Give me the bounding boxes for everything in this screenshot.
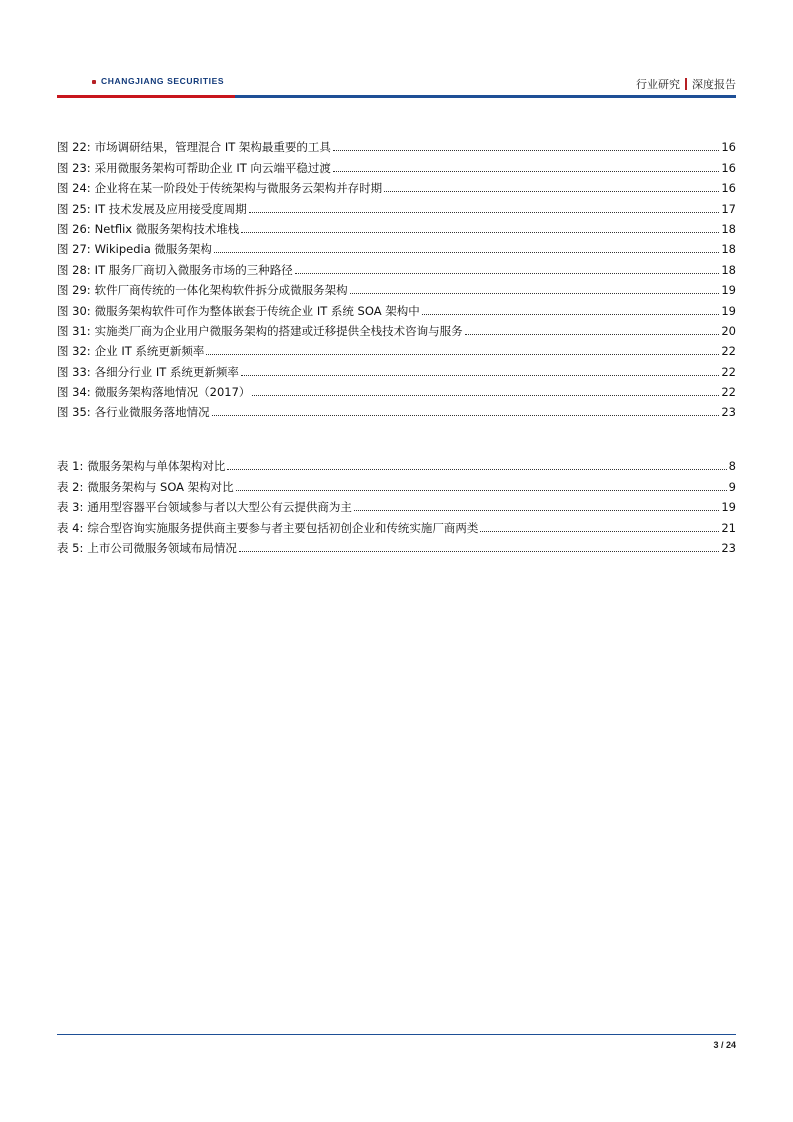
dot-leader bbox=[354, 510, 720, 511]
figure-entry[interactable] bbox=[57, 277, 736, 297]
table-number: 表 5: bbox=[57, 540, 84, 555]
figure-title: 微服务架构软件可作为整体嵌套于传统企业 IT 系统 SOA 架构中 bbox=[94, 303, 420, 318]
figure-page: 17 bbox=[721, 201, 736, 216]
header-rule-red bbox=[57, 95, 235, 98]
figure-page: 18 bbox=[721, 242, 736, 257]
figure-number: 图 25: bbox=[57, 201, 91, 216]
figure-title: 采用微服务架构可帮助企业 IT 向云端平稳过渡 bbox=[94, 160, 331, 175]
figure-number: 图 29: bbox=[57, 283, 91, 298]
figure-entry[interactable] bbox=[57, 297, 736, 317]
figure-entry[interactable] bbox=[57, 154, 736, 174]
dot-leader bbox=[333, 171, 719, 172]
table-entry[interactable] bbox=[57, 535, 736, 555]
report-type: 深度报告 bbox=[692, 78, 736, 91]
brand-name: CHANGJIANG SECURITIES bbox=[101, 76, 225, 86]
figure-number: 图 24: bbox=[57, 181, 91, 196]
dot-leader bbox=[465, 334, 720, 335]
figure-entry[interactable] bbox=[57, 358, 736, 378]
figure-title: 各细分行业 IT 系统更新频率 bbox=[94, 364, 239, 379]
figure-page: 22 bbox=[721, 364, 736, 379]
report-category: 行业研究 bbox=[636, 78, 680, 91]
dot-leader bbox=[249, 212, 720, 213]
figure-entry[interactable] bbox=[57, 399, 736, 419]
dot-leader bbox=[239, 551, 720, 552]
table-entry[interactable] bbox=[57, 494, 736, 514]
figure-number: 图 30: bbox=[57, 303, 91, 318]
table-title: 微服务架构与 SOA 架构对比 bbox=[87, 479, 234, 494]
figure-entry[interactable] bbox=[57, 195, 736, 215]
figure-list bbox=[57, 134, 736, 419]
figure-number: 图 34: bbox=[57, 385, 91, 400]
figure-number: 图 33: bbox=[57, 364, 91, 379]
dot-leader bbox=[252, 395, 719, 396]
table-number: 表 2: bbox=[57, 479, 84, 494]
figure-page: 20 bbox=[721, 323, 736, 338]
dot-leader bbox=[227, 469, 726, 470]
table-page: 8 bbox=[728, 459, 736, 474]
dot-leader bbox=[212, 415, 720, 416]
figure-page: 19 bbox=[721, 283, 736, 298]
header-rule-blue bbox=[235, 95, 736, 98]
dot-leader bbox=[236, 490, 727, 491]
dot-leader bbox=[384, 191, 719, 192]
figure-number: 图 23: bbox=[57, 160, 91, 175]
figure-page: 18 bbox=[721, 262, 736, 277]
figure-number: 图 32: bbox=[57, 344, 91, 359]
figure-entry[interactable] bbox=[57, 379, 736, 399]
figure-number: 图 31: bbox=[57, 323, 91, 338]
page-number: 3 / 24 bbox=[713, 1040, 736, 1050]
table-entry[interactable] bbox=[57, 473, 736, 493]
figure-title: 市场调研结果，管理混合 IT 架构最重要的工具 bbox=[94, 140, 331, 155]
page-header bbox=[0, 0, 793, 100]
figure-title: Netflix 微服务架构技术堆栈 bbox=[94, 221, 240, 236]
table-number: 表 4: bbox=[57, 520, 84, 535]
table-title: 通用型容器平台领域参与者以大型公有云提供商为主 bbox=[87, 500, 352, 515]
dot-leader bbox=[422, 314, 720, 315]
table-entry[interactable] bbox=[57, 514, 736, 534]
figure-page: 16 bbox=[721, 160, 736, 175]
figure-entry[interactable] bbox=[57, 134, 736, 154]
figure-title: IT 技术发展及应用接受度周期 bbox=[94, 201, 247, 216]
dot-leader bbox=[295, 273, 720, 274]
figure-page: 18 bbox=[721, 221, 736, 236]
header-report-label bbox=[636, 76, 736, 92]
table-page: 21 bbox=[721, 520, 736, 535]
table-title: 微服务架构与单体架构对比 bbox=[87, 459, 226, 474]
header-separator bbox=[685, 78, 687, 90]
table-list bbox=[57, 453, 736, 555]
figure-entry[interactable] bbox=[57, 338, 736, 358]
figure-entry[interactable] bbox=[57, 236, 736, 256]
table-page: 19 bbox=[721, 500, 736, 515]
figure-number: 图 22: bbox=[57, 140, 91, 155]
figure-title: 微服务架构落地情况（2017） bbox=[94, 385, 251, 400]
figure-number: 图 35: bbox=[57, 405, 91, 420]
dot-leader bbox=[241, 232, 719, 233]
dot-leader bbox=[206, 354, 719, 355]
dot-leader bbox=[333, 150, 719, 151]
table-entry[interactable] bbox=[57, 453, 736, 473]
figure-page: 16 bbox=[721, 140, 736, 155]
figure-page: 22 bbox=[721, 344, 736, 359]
figure-title: 各行业微服务落地情况 bbox=[94, 405, 210, 420]
figure-number: 图 28: bbox=[57, 262, 91, 277]
figure-title: 企业 IT 系统更新频率 bbox=[94, 344, 205, 359]
footer-rule bbox=[57, 1034, 736, 1035]
table-page: 23 bbox=[721, 540, 736, 555]
figure-number: 图 26: bbox=[57, 221, 91, 236]
dot-leader bbox=[350, 293, 720, 294]
changjiang-logo-icon bbox=[92, 80, 96, 84]
table-title: 综合型咨询实施服务提供商主要参与者主要包括初创企业和传统实施厂商两类 bbox=[87, 520, 479, 535]
figure-title: Wikipedia 微服务架构 bbox=[94, 242, 212, 257]
figure-entry[interactable] bbox=[57, 175, 736, 195]
table-number: 表 3: bbox=[57, 500, 84, 515]
figure-title: 实施类厂商为企业用户微服务架构的搭建或迁移提供全栈技术咨询与服务 bbox=[94, 323, 463, 338]
figure-number: 图 27: bbox=[57, 242, 91, 257]
figure-page: 16 bbox=[721, 181, 736, 196]
figure-title: IT 服务厂商切入微服务市场的三种路径 bbox=[94, 262, 293, 277]
figure-page: 22 bbox=[721, 385, 736, 400]
figure-entry[interactable] bbox=[57, 216, 736, 236]
dot-leader bbox=[480, 531, 719, 532]
figure-entry[interactable] bbox=[57, 318, 736, 338]
table-number: 表 1: bbox=[57, 459, 84, 474]
figure-page: 23 bbox=[721, 405, 736, 420]
figure-page: 19 bbox=[721, 303, 736, 318]
table-page: 9 bbox=[728, 479, 736, 494]
dot-leader bbox=[214, 252, 719, 253]
dot-leader bbox=[241, 375, 719, 376]
figure-entry[interactable] bbox=[57, 256, 736, 276]
figure-title: 软件厂商传统的一体化架构软件拆分成微服务架构 bbox=[94, 283, 348, 298]
table-title: 上市公司微服务领域布局情况 bbox=[87, 540, 237, 555]
figure-title: 企业将在某一阶段处于传统架构与微服务云架构并存时期 bbox=[94, 181, 383, 196]
